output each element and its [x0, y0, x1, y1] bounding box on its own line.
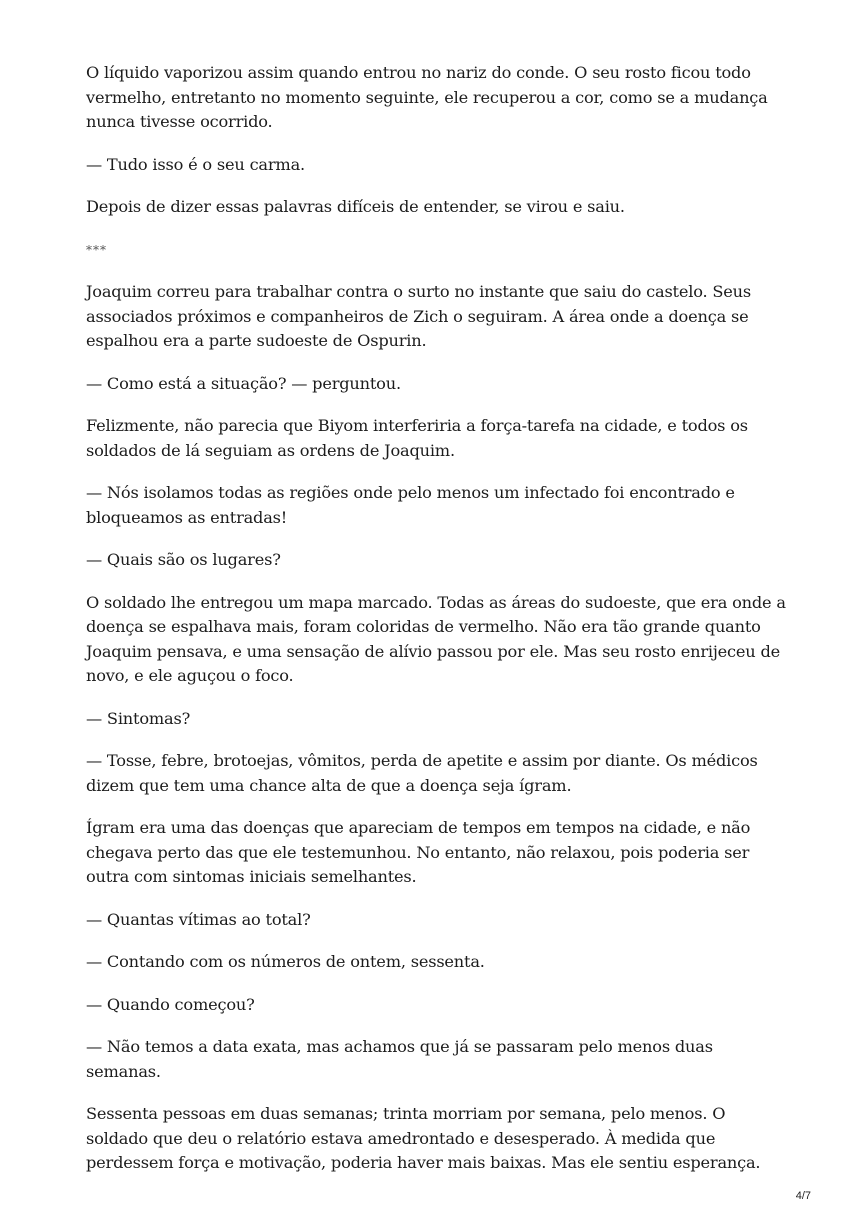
dialogue-line: — Quais são os lugares? [86, 550, 281, 569]
document-body [86, 61, 786, 1194]
paragraph: Felizmente, não parecia que Biyom interferiria a força-tarefa na cidade, e todos os soldados de lá seguiam as ordens de Joaquim. [86, 416, 748, 460]
paragraph: Sessenta pessoas em duas semanas; trinta morriam por semana, pelo menos. O soldado que deu o relatório estava amedrontado e desesperado. À medida que perdessem força e motivação, poderia haver mais baixas. Mas ele sentiu esperança. [86, 1104, 761, 1172]
paragraph: Ígram era uma das doenças que apareciam de tempos em tempos na cidade, e não chegava perto das que ele testemunhou. No entanto, não relaxou, pois poderia ser outra com sintomas iniciais semelhantes. [86, 818, 751, 886]
dialogue-line: — Nós isolamos todas as regiões onde pelo menos um infectado foi encontrado e bloqueamos as entradas! [86, 483, 735, 527]
paragraph: O soldado lhe entregou um mapa marcado. Todas as áreas do sudoeste, que era onde a doença se espalhava mais, foram coloridas de vermelho. Não era tão grande quanto Joaquim pensava, e uma sensação de alívio passou por ele. Mas seu rosto enrijeceu de novo, e ele aguçou o foco. [86, 592, 786, 685]
dialogue-line: — Sintomas? [86, 708, 191, 728]
paragraph: O líquido vaporizou assim quando entrou no nariz do conde. O seu rosto ficou todo vermelho, entretanto no momento seguinte, ele recuperou a cor, como se a mudança nunca tivesse ocorrido. [86, 63, 768, 131]
paragraph: Joaquim correu para trabalhar contra o surto no instante que saiu do castelo. Seus associados próximos e companheiros de Zich o seguiram. A área onde a doença se espalhou era a parte sudoeste de Ospurin. [86, 282, 751, 350]
dialogue-line: — Tudo isso é o seu carma. [86, 154, 305, 174]
page-number: 4/7 [795, 1190, 811, 1202]
dialogue-line: — Como está a situação? — perguntou. [86, 373, 401, 393]
dialogue-line: — Quantas vítimas ao total? [86, 909, 311, 929]
paragraph: Depois de dizer essas palavras difíceis de entender, se virou e saiu. [86, 197, 625, 216]
dialogue-line: — Quando começou? [86, 994, 255, 1014]
scene-separator: *** [86, 242, 107, 257]
dialogue-line: — Contando com os números de ontem, sessenta. [86, 952, 485, 971]
dialogue-line: — Tosse, febre, brotoejas, vômitos, perda de apetite e assim por diante. Os médicos dizem que tem uma chance alta de que a doença seja ígram. [86, 751, 758, 795]
dialogue-line: — Não temos a data exata, mas achamos que já se passaram pelo menos duas semanas. [86, 1037, 713, 1081]
